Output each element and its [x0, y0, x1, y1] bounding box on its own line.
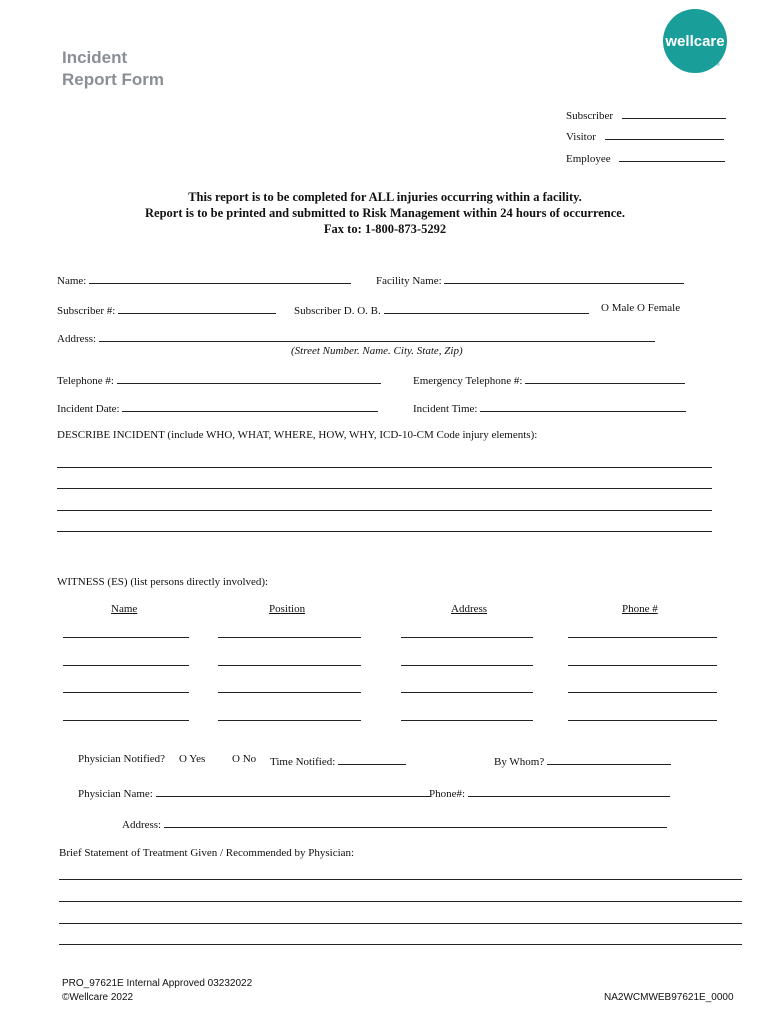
- subscriber-label: Subscriber: [566, 110, 614, 122]
- witness-1-address[interactable]: [401, 637, 533, 638]
- form-title: [62, 47, 164, 91]
- witness-col-position: Position: [269, 603, 306, 615]
- treatment-line-3[interactable]: [59, 923, 742, 924]
- witness-4-address[interactable]: [401, 720, 533, 721]
- time-notified-field[interactable]: [270, 753, 406, 768]
- title-line-1: Incident: [62, 48, 128, 67]
- incident-time-blank[interactable]: [480, 400, 686, 412]
- witness-1-name[interactable]: [63, 637, 189, 638]
- address-hint: (Street Number. Name. City. State, Zip): [291, 345, 463, 357]
- footer-doc-id: NA2WCMWEB97621E_0000: [604, 992, 734, 1003]
- physician-name-blank[interactable]: [156, 785, 430, 797]
- physician-phone-field[interactable]: [429, 785, 670, 800]
- instructions: [0, 189, 770, 237]
- by-whom-blank[interactable]: [547, 753, 671, 765]
- witness-4-position[interactable]: [218, 720, 361, 721]
- telephone-field[interactable]: [57, 372, 381, 387]
- name-field[interactable]: [57, 272, 351, 287]
- witness-2-address[interactable]: [401, 665, 533, 666]
- facility-name-label: Facility Name:: [376, 275, 442, 287]
- physician-phone-label: Phone#:: [429, 788, 466, 800]
- physician-name-label: Physician Name:: [78, 788, 153, 800]
- registered-mark: ®: [716, 62, 720, 68]
- employee-blank[interactable]: [619, 150, 725, 162]
- physician-address-label: Address:: [122, 819, 162, 831]
- treatment-line-4[interactable]: [59, 944, 742, 945]
- subscriber-option[interactable]: [566, 107, 726, 122]
- subscriber-number-blank[interactable]: [118, 302, 276, 314]
- by-whom-field[interactable]: [494, 753, 671, 768]
- witness-1-phone[interactable]: [568, 637, 717, 638]
- incident-date-blank[interactable]: [122, 400, 378, 412]
- treatment-label: Brief Statement of Treatment Given / Recommended by Physician:: [59, 847, 355, 859]
- name-label: Name:: [57, 275, 87, 287]
- describe-line-4[interactable]: [57, 531, 712, 532]
- facility-name-field[interactable]: [376, 272, 684, 287]
- subscriber-dob-field[interactable]: [294, 302, 589, 317]
- subscriber-blank[interactable]: [622, 107, 726, 119]
- address-field[interactable]: [57, 330, 655, 345]
- footer-left: [62, 977, 252, 1005]
- instruction-line-1: This report is to be completed for ALL injuries occurring within a facility.: [188, 190, 582, 204]
- incident-time-field[interactable]: [413, 400, 686, 415]
- time-notified-label: Time Notified:: [270, 756, 336, 768]
- witness-4-name[interactable]: [63, 720, 189, 721]
- subscriber-dob-blank[interactable]: [384, 302, 589, 314]
- witness-col-address: Address: [451, 603, 488, 615]
- witness-3-address[interactable]: [401, 692, 533, 693]
- incident-time-label: Incident Time:: [413, 403, 478, 415]
- describe-line-3[interactable]: [57, 510, 712, 511]
- by-whom-label: By Whom?: [494, 756, 545, 768]
- incident-date-label: Incident Date:: [57, 403, 120, 415]
- telephone-blank[interactable]: [117, 372, 381, 384]
- witness-3-position[interactable]: [218, 692, 361, 693]
- witness-3-name[interactable]: [63, 692, 189, 693]
- employee-option[interactable]: [566, 150, 725, 165]
- witness-2-name[interactable]: [63, 665, 189, 666]
- witness-col-phone: Phone #: [622, 603, 658, 615]
- instruction-fax: Fax to: 1-800-873-5292: [323, 222, 447, 236]
- physician-notified-label: Physician Notified?: [78, 753, 166, 765]
- emergency-telephone-blank[interactable]: [525, 372, 685, 384]
- facility-name-blank[interactable]: [444, 272, 684, 284]
- gender-options[interactable]: O Male O Female: [601, 302, 681, 314]
- incident-date-field[interactable]: [57, 400, 378, 415]
- witness-label: WITNESS (ES) (list persons directly involved):: [57, 576, 269, 588]
- describe-line-2[interactable]: [57, 488, 712, 489]
- emergency-telephone-field[interactable]: [413, 372, 685, 387]
- name-blank[interactable]: [89, 272, 351, 284]
- employee-label: Employee: [566, 153, 611, 165]
- logo-text: wellcare: [665, 32, 725, 50]
- visitor-label: Visitor: [566, 131, 596, 143]
- instruction-line-2: Report is to be printed and submitted to Risk Management within 24 hours of occurrence.: [145, 206, 625, 220]
- witness-2-position[interactable]: [218, 665, 361, 666]
- witness-4-phone[interactable]: [568, 720, 717, 721]
- footer-copyright: ©Wellcare 2022: [62, 992, 134, 1003]
- witness-2-phone[interactable]: [568, 665, 717, 666]
- visitor-blank[interactable]: [605, 128, 724, 140]
- physician-address-field[interactable]: [122, 816, 667, 831]
- treatment-line-1[interactable]: [59, 879, 742, 880]
- witness-3-phone[interactable]: [568, 692, 717, 693]
- witness-col-name: Name: [111, 603, 138, 615]
- subscriber-dob-label: Subscriber D. O. B.: [294, 305, 381, 317]
- telephone-label: Telephone #:: [57, 375, 114, 387]
- address-label: Address:: [57, 333, 97, 345]
- physician-name-field[interactable]: [78, 785, 430, 800]
- describe-incident-label: DESCRIBE INCIDENT (include WHO, WHAT, WHERE, HOW, WHY, ICD-10-CM Code injury elements):: [57, 429, 538, 441]
- subscriber-number-label: Subscriber #:: [57, 305, 116, 317]
- emergency-telephone-label: Emergency Telephone #:: [413, 375, 523, 387]
- visitor-option[interactable]: [566, 128, 724, 143]
- physician-address-blank[interactable]: [164, 816, 667, 828]
- physician-phone-blank[interactable]: [468, 785, 670, 797]
- physician-notified-yes[interactable]: O Yes: [179, 753, 206, 765]
- title-line-2: Report Form: [62, 70, 164, 89]
- treatment-line-2[interactable]: [59, 901, 742, 902]
- subscriber-number-field[interactable]: [57, 302, 276, 317]
- witness-1-position[interactable]: [218, 637, 361, 638]
- time-notified-blank[interactable]: [338, 753, 406, 765]
- describe-line-1[interactable]: [57, 467, 712, 468]
- footer-approval-code: PRO_97621E Internal Approved 03232022: [62, 978, 253, 989]
- physician-notified-no[interactable]: O No: [232, 753, 257, 765]
- address-blank[interactable]: [99, 330, 655, 342]
